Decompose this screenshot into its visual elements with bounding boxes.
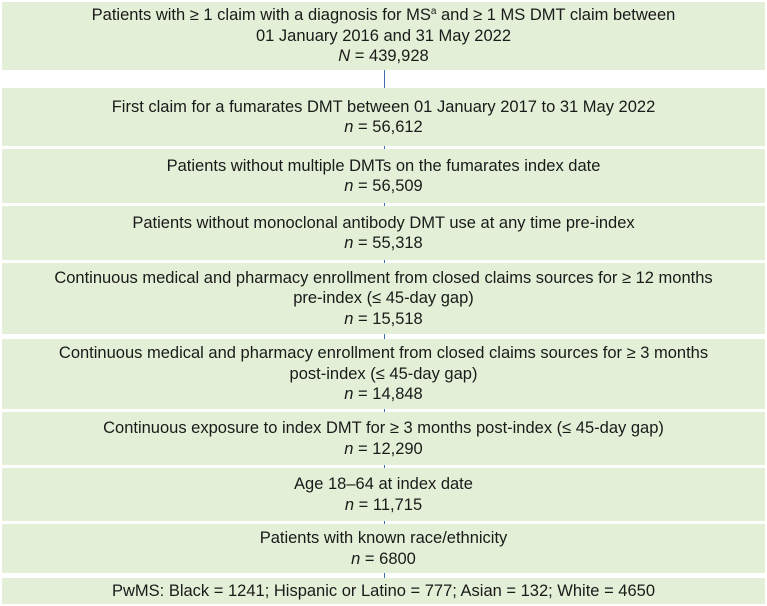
step-box xyxy=(2,468,765,521)
step-text-line xyxy=(294,474,473,495)
count-value: 439,928 xyxy=(369,47,429,66)
count-label: n xyxy=(344,234,354,252)
step-count: n = 12,290 xyxy=(344,439,423,458)
connector-line xyxy=(384,70,385,88)
step-text-line xyxy=(260,528,508,549)
step-count: n = 11,715 xyxy=(344,495,423,514)
step-text: Patients without monoclonal antibody DMT use at any time pre-index xyxy=(132,213,635,232)
count-value: 56,612 xyxy=(372,118,423,136)
step-box xyxy=(2,524,765,573)
step-text-line xyxy=(54,268,712,289)
step-box xyxy=(2,339,765,409)
step-box xyxy=(2,149,765,203)
step-count: n = 56,612 xyxy=(344,118,423,136)
step-box xyxy=(2,263,765,334)
step-text: post-index (≤ 45-day gap) xyxy=(289,364,478,383)
step-text: 01 January 2016 and 31 May 2022 xyxy=(255,26,512,45)
step-count: n = 15,518 xyxy=(344,309,423,328)
step-text-line xyxy=(256,26,511,47)
count-value: 11,715 xyxy=(372,495,423,514)
count-label: N xyxy=(338,47,351,66)
count-label: n xyxy=(344,177,354,195)
step-box xyxy=(2,2,765,70)
step-text: Patients with ≥ 1 claim with a diagnosis for MS xyxy=(91,6,431,25)
step-text-line xyxy=(290,364,478,385)
step-count: n = 14,848 xyxy=(344,385,423,404)
step-text: First claim for a fumarates DMT between 01 January 2017 to 31 May 2022 xyxy=(111,97,656,116)
step-text: and ≥ 1 MS DMT claim between xyxy=(436,6,676,25)
count-value: 6800 xyxy=(379,549,416,568)
count-value: 12,290 xyxy=(372,439,423,458)
step-box xyxy=(2,206,765,260)
step-box xyxy=(2,412,765,465)
step-count: N = 439,928 xyxy=(338,47,429,66)
count-label: n xyxy=(344,309,354,328)
count-label: n xyxy=(351,549,361,568)
count-value: 56,509 xyxy=(372,177,423,195)
count-label: n xyxy=(344,385,354,404)
step-text: Patients with known race/ethnicity xyxy=(259,529,508,547)
step-text: Continuous medical and pharmacy enrollment from closed claims sources for ≥ 3 months xyxy=(58,344,709,363)
count-value: 15,518 xyxy=(372,309,423,328)
step-box xyxy=(2,578,765,604)
step-text-line xyxy=(132,213,634,234)
step-text-line xyxy=(103,418,664,439)
step-text: pre-index (≤ 45-day gap) xyxy=(293,289,474,308)
step-text-line xyxy=(293,288,474,309)
step-text: Continuous medical and pharmacy enrollment from closed claims sources for ≥ 12 months xyxy=(54,268,713,287)
step-count: n = 6800 xyxy=(351,549,416,568)
count-label: n xyxy=(344,495,355,514)
step-text-line xyxy=(92,5,676,26)
step-text-line xyxy=(112,97,656,118)
step-box xyxy=(2,88,765,146)
count-value: 14,848 xyxy=(372,385,423,404)
step-text: PwMS: Black = 1241; Hispanic or Latino = 777; Asian = 132; White = 4650 xyxy=(112,581,655,600)
step-text-line xyxy=(59,343,708,364)
step-text: Patients without multiple DMTs on the fumarates index date xyxy=(166,156,601,175)
step-text: Age 18–64 at index date xyxy=(294,475,473,493)
step-text-line xyxy=(167,156,601,177)
step-text-line xyxy=(112,581,655,602)
count-label: n xyxy=(344,439,354,458)
step-text: Continuous exposure to index DMT for ≥ 3 months post-index (≤ 45-day gap) xyxy=(103,419,664,437)
footnote-marker: a xyxy=(430,6,437,18)
step-count: n = 55,318 xyxy=(344,234,423,252)
count-value: 55,318 xyxy=(372,234,423,252)
step-count: n = 56,509 xyxy=(344,177,423,195)
count-label: n xyxy=(344,118,354,136)
